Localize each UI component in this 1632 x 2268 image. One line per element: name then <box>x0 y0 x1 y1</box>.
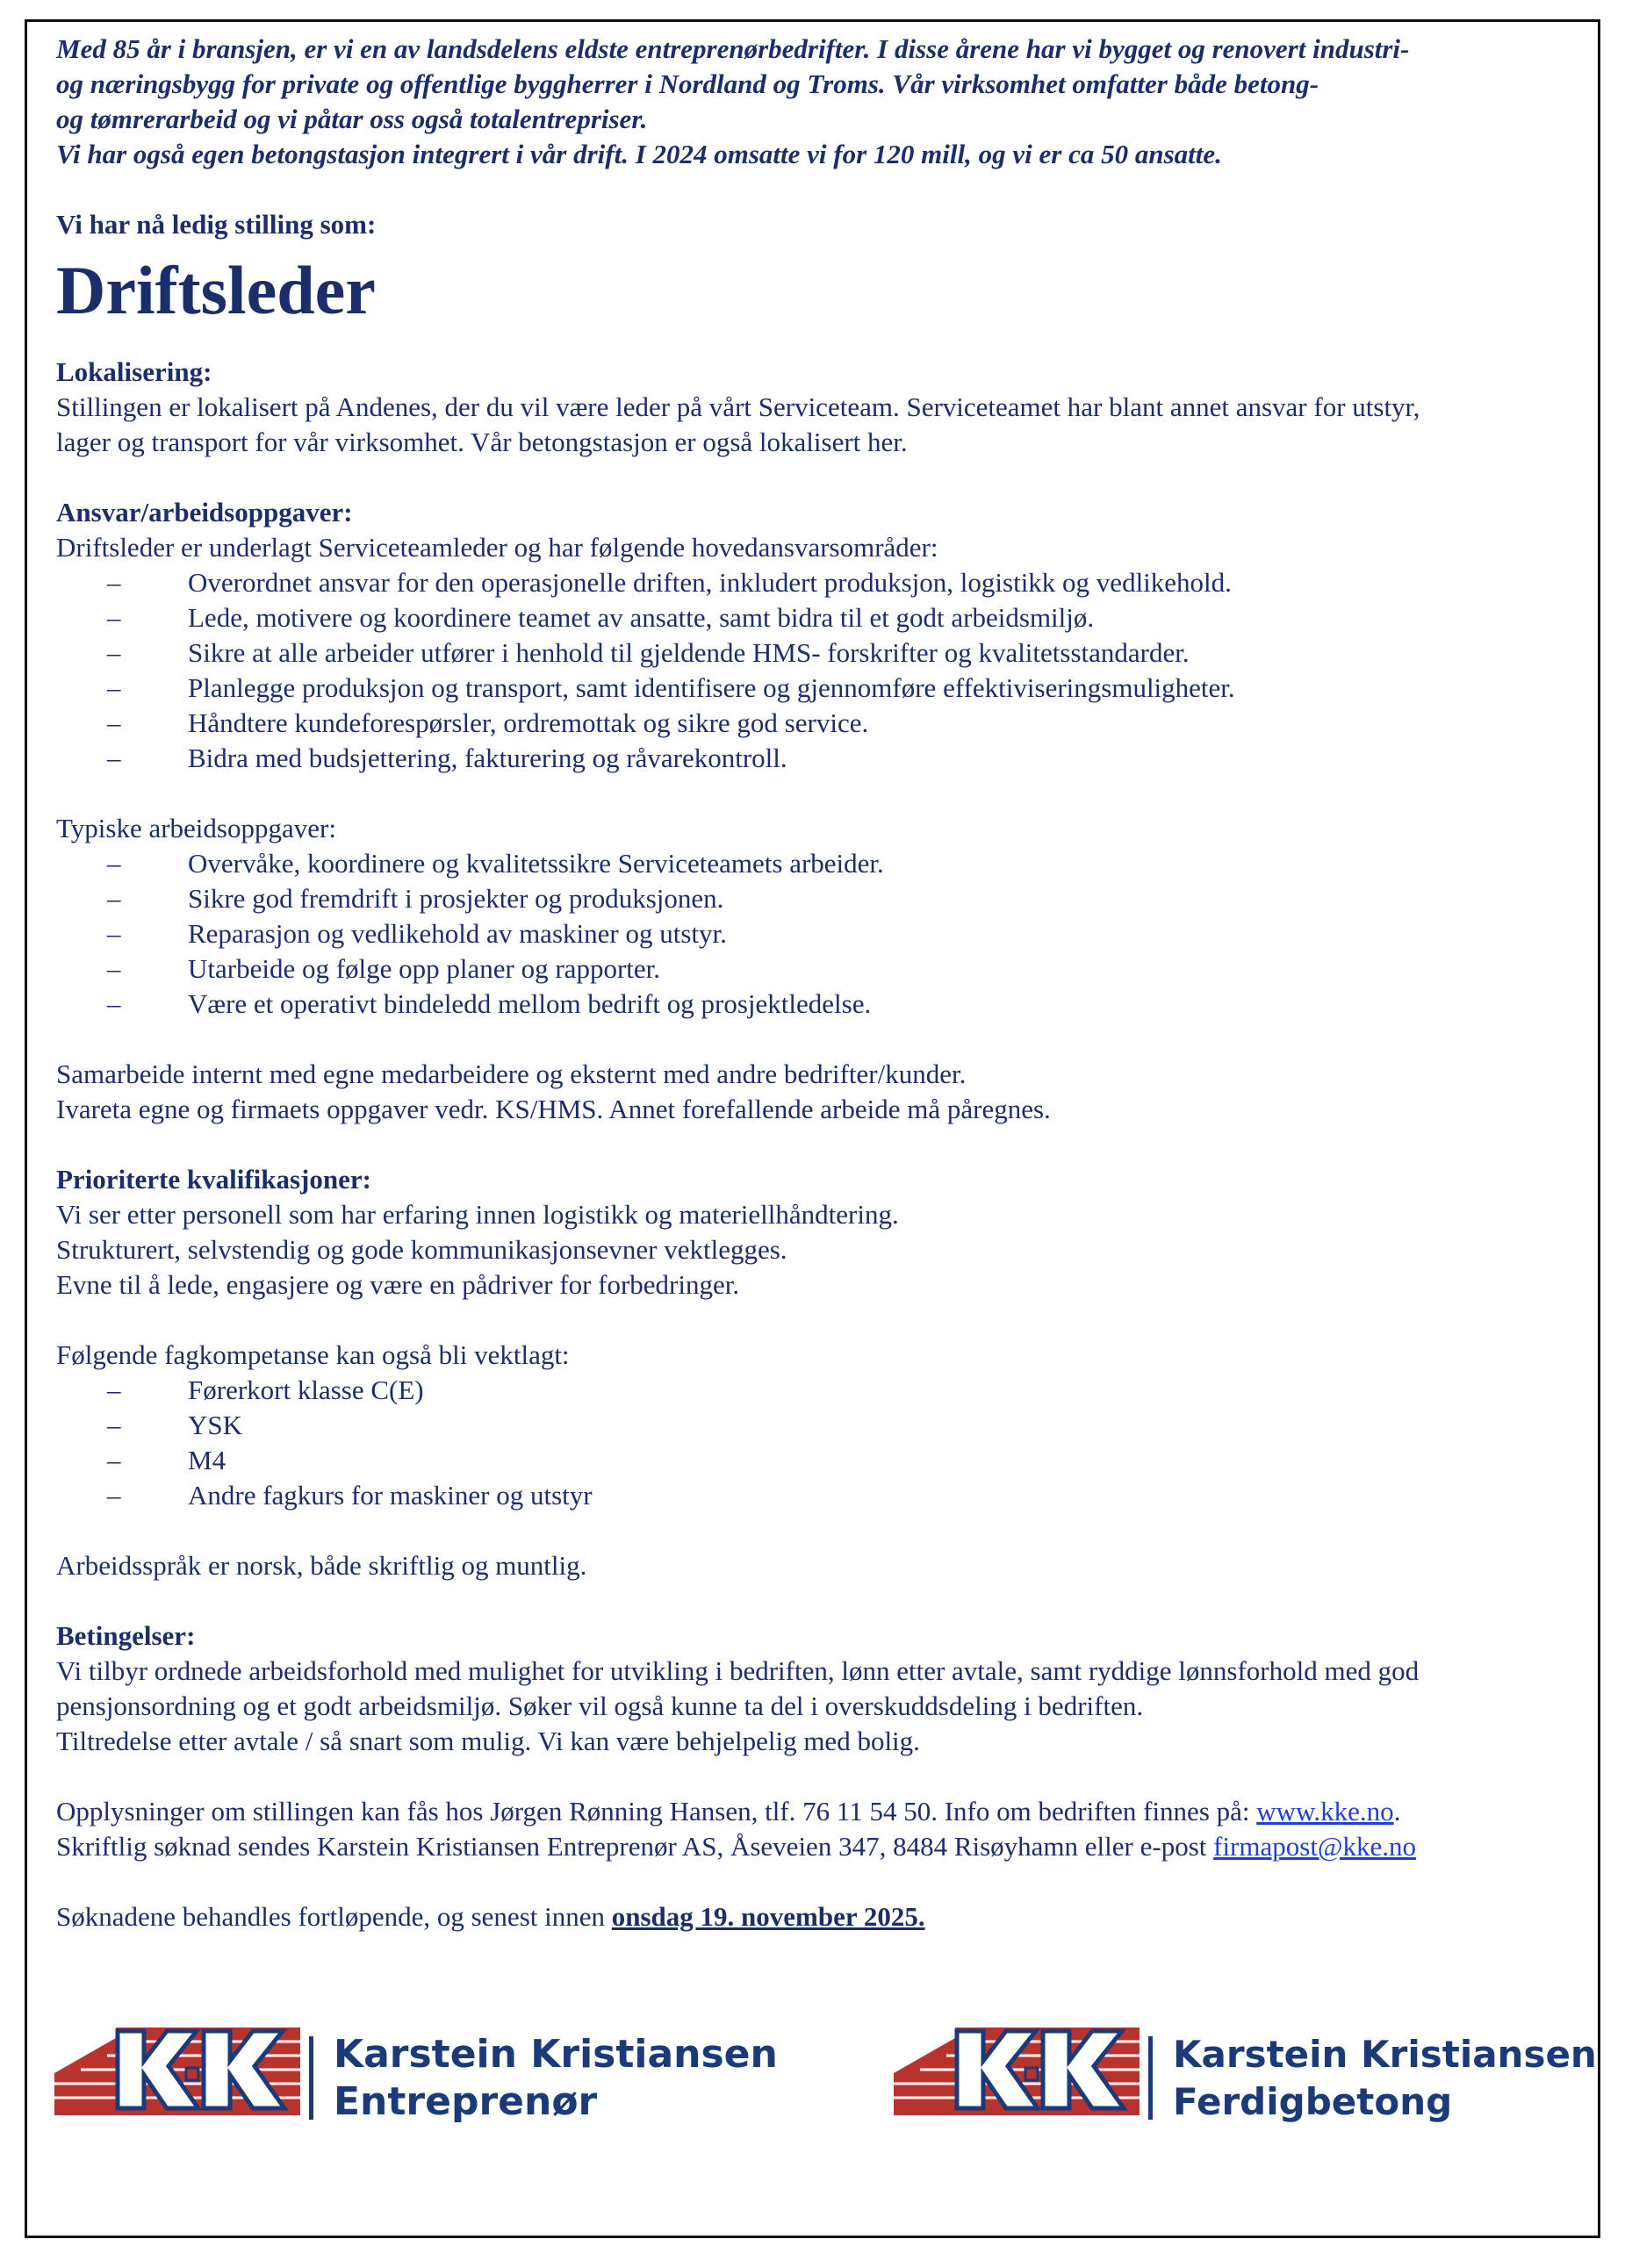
dash-bullet: – <box>107 602 121 633</box>
logo-row <box>0 2019 1632 2168</box>
dash-bullet: – <box>107 1480 121 1511</box>
section-heading-betingelser: Betingelser: <box>56 1620 196 1651</box>
section-heading-ansvar: Ansvar/arbeidsoppgaver: <box>56 497 353 528</box>
logo-company-name: Karstein Kristiansen <box>334 2032 778 2077</box>
kontakt-line-1 <box>56 1794 1584 1829</box>
list-item-text: Andre fagkurs for maskiner og utstyr <box>188 1480 593 1511</box>
deadline-text: Søknadene behandles fortløpende, og senest innen <box>56 1901 612 1932</box>
dash-bullet: – <box>107 707 121 738</box>
list-item <box>56 951 1584 987</box>
intro-line: Med 85 år i bransjen, er vi en av landsdelens eldste entreprenørbedrifter. I disse årene har vi bygget og renovert industri- <box>56 33 1410 64</box>
dash-bullet: – <box>107 848 121 879</box>
kk-brick-logo-icon <box>894 2019 1140 2115</box>
typiske-list <box>56 846 1584 1022</box>
sprak-line: Arbeidsspråk er norsk, både skriftlig og muntlig. <box>56 1550 587 1581</box>
dash-bullet: – <box>107 1445 121 1475</box>
dash-bullet: – <box>107 1374 121 1405</box>
list-item <box>56 1443 1584 1478</box>
list-item-text: Førerkort klasse C(E) <box>188 1374 424 1405</box>
list-item <box>56 671 1584 706</box>
dash-bullet: – <box>107 883 121 914</box>
betingelser-line: Tiltredelse etter avtale / så snart som mulig. Vi kan være behjelpelig med bolig. <box>56 1726 920 1756</box>
dash-bullet: – <box>107 953 121 984</box>
job-advert <box>56 32 1584 1934</box>
ansvar-intro: Driftsleder er underlagt Serviceteamleder og har følgende hovedansvarsområder: <box>56 532 938 563</box>
kk-brick-logo-icon <box>54 2019 300 2115</box>
intro-line: og tømrerarbeid og vi påtar oss også totalentrepriser. <box>56 104 648 134</box>
intro-line: Vi har også egen betongstasjon integrert i vår drift. I 2024 omsatte vi for 120 mill, og vi er ca 50 ansatte. <box>56 139 1222 169</box>
logo-divider <box>309 2036 313 2120</box>
dash-bullet: – <box>107 637 121 668</box>
list-item <box>56 1408 1584 1443</box>
list-item <box>56 1373 1584 1408</box>
list-item-text: Planlegge produksjon og transport, samt identifisere og gjennomføre effektiviseringsmuligheter. <box>188 672 1235 703</box>
dash-bullet: – <box>107 918 121 949</box>
website-link[interactable]: www.kke.no <box>1256 1796 1394 1827</box>
email-link[interactable]: firmapost@kke.no <box>1213 1831 1416 1862</box>
dash-bullet: – <box>107 988 121 1019</box>
section-heading-lokalisering: Lokalisering: <box>56 356 212 387</box>
list-item <box>56 565 1584 600</box>
list-item-text: M4 <box>188 1445 226 1475</box>
betingelser-line: Vi tilbyr ordnede arbeidsforhold med mulighet for utvikling i bedriften, lønn etter avtale, samt ryddige lønnsforhold med god <box>56 1655 1420 1686</box>
dash-bullet: – <box>107 567 121 598</box>
intro-line: og næringsbygg for private og offentlige byggherrer i Nordland og Troms. Vår virksomhet omfatter både betong- <box>56 68 1319 99</box>
lokalisering-line: Stillingen er lokalisert på Andenes, der du vil være leder på vårt Serviceteam. Serviceteamet har blant annet ansvar for utstyr, <box>56 391 1420 422</box>
company-intro <box>56 32 1584 172</box>
typiske-intro: Typiske arbeidsoppgaver: <box>56 813 336 843</box>
list-item-text: Reparasjon og vedlikehold av maskiner og utstyr. <box>188 918 727 949</box>
logo-wordmark <box>1173 2031 1597 2126</box>
list-item <box>56 916 1584 951</box>
list-item <box>56 846 1584 881</box>
betingelser-line: pensjonsordning og et godt arbeidsmiljø. Søker vil også kunne ta del i overskuddsdeling i bedriften. <box>56 1690 1144 1721</box>
kontakt-text: Opplysninger om stillingen kan fås hos Jørgen Rønning Hansen, tlf. 76 11 54 50. Info om bedriften finnes på: <box>56 1796 1257 1827</box>
samarbeid-line: Samarbeide internt med egne medarbeidere og eksternt med andre bedrifter/kunder. <box>56 1059 967 1089</box>
samarbeid-line: Ivareta egne og firmaets oppgaver vedr. KS/HMS. Annet forefallende arbeide må påregnes. <box>56 1094 1051 1124</box>
list-item <box>56 1478 1584 1513</box>
list-item-text: Utarbeide og følge opp planer og rapporter. <box>188 953 661 984</box>
dash-bullet: – <box>107 743 121 773</box>
kvalifikasjoner-line: Strukturert, selvstendig og gode kommunikasjonsevner vektlegges. <box>56 1234 787 1265</box>
list-item-text: Sikre at alle arbeider utfører i henhold til gjeldende HMS- forskrifter og kvalitetsstandarder. <box>188 637 1190 668</box>
dash-bullet: – <box>107 1410 121 1440</box>
fagkompetanse-list <box>56 1373 1584 1513</box>
list-item <box>56 987 1584 1022</box>
vacancy-lead: Vi har nå ledig stilling som: <box>56 209 377 240</box>
kontakt-text: Skriftlig søknad sendes Karstein Kristiansen Entreprenør AS, Åseveien 347, 8484 Risøyhamn eller e-post <box>56 1831 1214 1862</box>
list-item <box>56 635 1584 671</box>
deadline-date: onsdag 19. november 2025. <box>611 1901 925 1932</box>
dash-bullet: – <box>107 672 121 703</box>
logo-company-name: Karstein Kristiansen <box>1173 2033 1597 2076</box>
ansvar-list <box>56 565 1584 776</box>
list-item <box>56 741 1584 776</box>
list-item-text: Være et operativt bindeledd mellom bedrift og prosjektledelse. <box>188 988 872 1019</box>
kontakt-line-2 <box>56 1829 1584 1864</box>
list-item-text: Overordnet ansvar for den operasjonelle driften, inkludert produksjon, logistikk og vedlikehold. <box>188 567 1232 598</box>
list-item-text: Håndtere kundeforespørsler, ordremottak og sikre god service. <box>188 707 869 738</box>
kontakt-text: . <box>1393 1796 1401 1827</box>
kvalifikasjoner-line: Vi ser etter personell som har erfaring innen logistikk og materiellhåndtering. <box>56 1199 899 1230</box>
list-item-text: Sikre god fremdrift i prosjekter og produksjonen. <box>188 883 724 914</box>
logo-wordmark <box>334 2031 778 2126</box>
list-item-text: Bidra med budsjettering, fakturering og råvarekontroll. <box>188 743 787 773</box>
list-item-text: Overvåke, koordinere og kvalitetssikre Serviceteamets arbeider. <box>188 848 884 879</box>
kvalifikasjoner-line: Evne til å lede, engasjere og være en pådriver for forbedringer. <box>56 1269 740 1300</box>
logo-divider <box>1148 2036 1153 2120</box>
list-item <box>56 600 1584 635</box>
list-item-text: YSK <box>188 1410 243 1440</box>
lokalisering-line: lager og transport for vår virksomhet. Vår betongstasjon er også lokalisert her. <box>56 427 908 457</box>
logo-company-unit: Ferdigbetong <box>1173 2080 1453 2123</box>
section-heading-kvalifikasjoner: Prioriterte kvalifikasjoner: <box>56 1164 371 1195</box>
list-item-text: Lede, motivere og koordinere teamet av ansatte, samt bidra til et godt arbeidsmiljø. <box>188 602 1095 633</box>
list-item <box>56 881 1584 916</box>
fagkompetanse-intro: Følgende fagkompetanse kan også bli vektlagt: <box>56 1339 570 1370</box>
list-item <box>56 706 1584 741</box>
logo-company-unit: Entreprenør <box>334 2079 598 2124</box>
deadline-line <box>56 1899 1584 1934</box>
page-title: Driftsleder <box>56 252 376 328</box>
